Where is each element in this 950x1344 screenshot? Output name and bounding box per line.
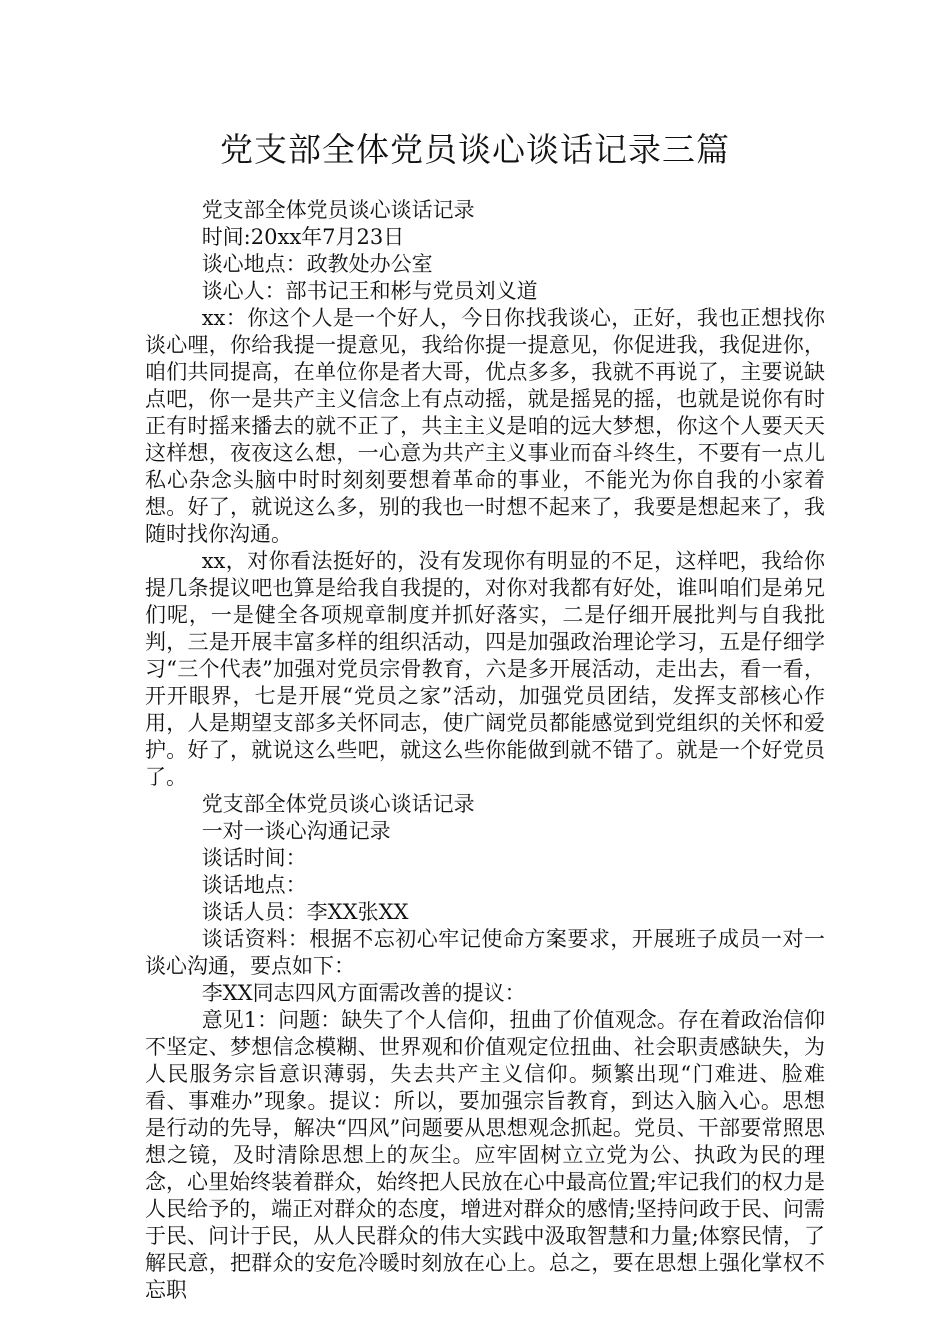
paragraph-suggestions-heading: 李XX同志四风方面需改善的提议： (201, 981, 526, 1005)
paragraph-time: 时间:20xx年7月23日 (201, 225, 405, 249)
paragraph-location: 谈心地点：政教处办公室 (201, 252, 433, 276)
paragraph-one-on-one-heading: 一对一谈心沟通记录 (201, 819, 391, 843)
paragraph-talk-people: 谈话人员：李XX张XX (201, 900, 409, 924)
paragraph-first-statement: xx：你这个人是一个好人，今日你找我谈心，正好，我也正想找你谈心哩，你给我提一提意见，我给你提一提意见，你促进我，我促进你，咱们共同提高，在单位你是者大哥，优点多多，我就不再说了，主要说缺点吧，你一是共产主义信念上有点动摇，就是摇晃的摇，也就是说你有时正有时摇来播去的就不正了，共主主义是咱的远大梦想，你这个人要天天这样想，夜夜这么想，一心意为共产主义事业而奋斗终生，不要有一点儿私心杂念头脑中时时刻刻要想着革命的事业，不能光为你自我的小家着想。好了，就说这么多，别的我也一时想不起来了，我要是想起来了，我随时找你沟通。 (145, 306, 825, 546)
paragraph-second-statement: xx，对你看法挺好的，没有发现你有明显的不足，这样吧，我给你提几条提议吧也算是给我自我提的，对你对我都有好处，谁叫咱们是弟兄们呢，一是健全各项规章制度并抓好落实，二是仔细开展批判与自我批判，三是开展丰富多样的组织活动，四是加强政治理论学习，五是仔细学习“三个代表”加强对党员宗骨教育，六是多开展活动，走出去，看一看，开开眼界，七是开展“党员之家”活动，加强党员团结，发挥支部核心作用，人是期望支部多关怀同志，使广阔党员都能感觉到党组织的关怀和爱护。好了，就说这么些吧，就这么些你能做到就不错了。就是一个好党员了。 (145, 549, 825, 789)
paragraph-opinion-1: 意见1：问题：缺失了个人信仰，扭曲了价值观念。存在着政治信仰不坚定、梦想信念模糊、世界观和价值观定位扭曲、社会职责感缺失，为人民服务宗旨意识薄弱，失去共产主义信仰。频繁出现“门难进、脸难看、事难办”现象。提议：所以，要加强宗旨教育，到达入脑入心。思想是行动的先导，解决“四风”问题要从思想观念抓起。党员、干部要常照思想之镜，及时清除思想上的灰尘。应牢固树立立党为公、执政为民的理念，心里始终装着群众，始终把人民放在心中最高位置;牢记我们的权力是人民给予的，端正对群众的态度，增进对群众的感情;坚持问政于民、问需于民、问计于民，从人民群众的伟大实践中汲取智慧和力量;体察民情，了解民意，把群众的安危冷暖时刻放在心上。总之，要在思想上强化掌权不忘职 (145, 1008, 825, 1302)
document-title: 党支部全体党员谈心谈话记录三篇 (220, 130, 730, 169)
paragraph-record-heading-2: 党支部全体党员谈心谈话记录 (201, 792, 475, 816)
paragraph-participants: 谈心人：部书记王和彬与党员刘义道 (201, 279, 538, 303)
paragraph-record-heading-1: 党支部全体党员谈心谈话记录 (201, 198, 475, 222)
document-body (145, 197, 825, 1304)
paragraph-talk-time: 谈话时间： (201, 846, 307, 870)
paragraph-talk-materials: 谈话资料：根据不忘初心牢记使命方案要求，开展班子成员一对一谈心沟通，要点如下： (145, 927, 825, 978)
paragraph-talk-location: 谈话地点： (201, 873, 307, 897)
